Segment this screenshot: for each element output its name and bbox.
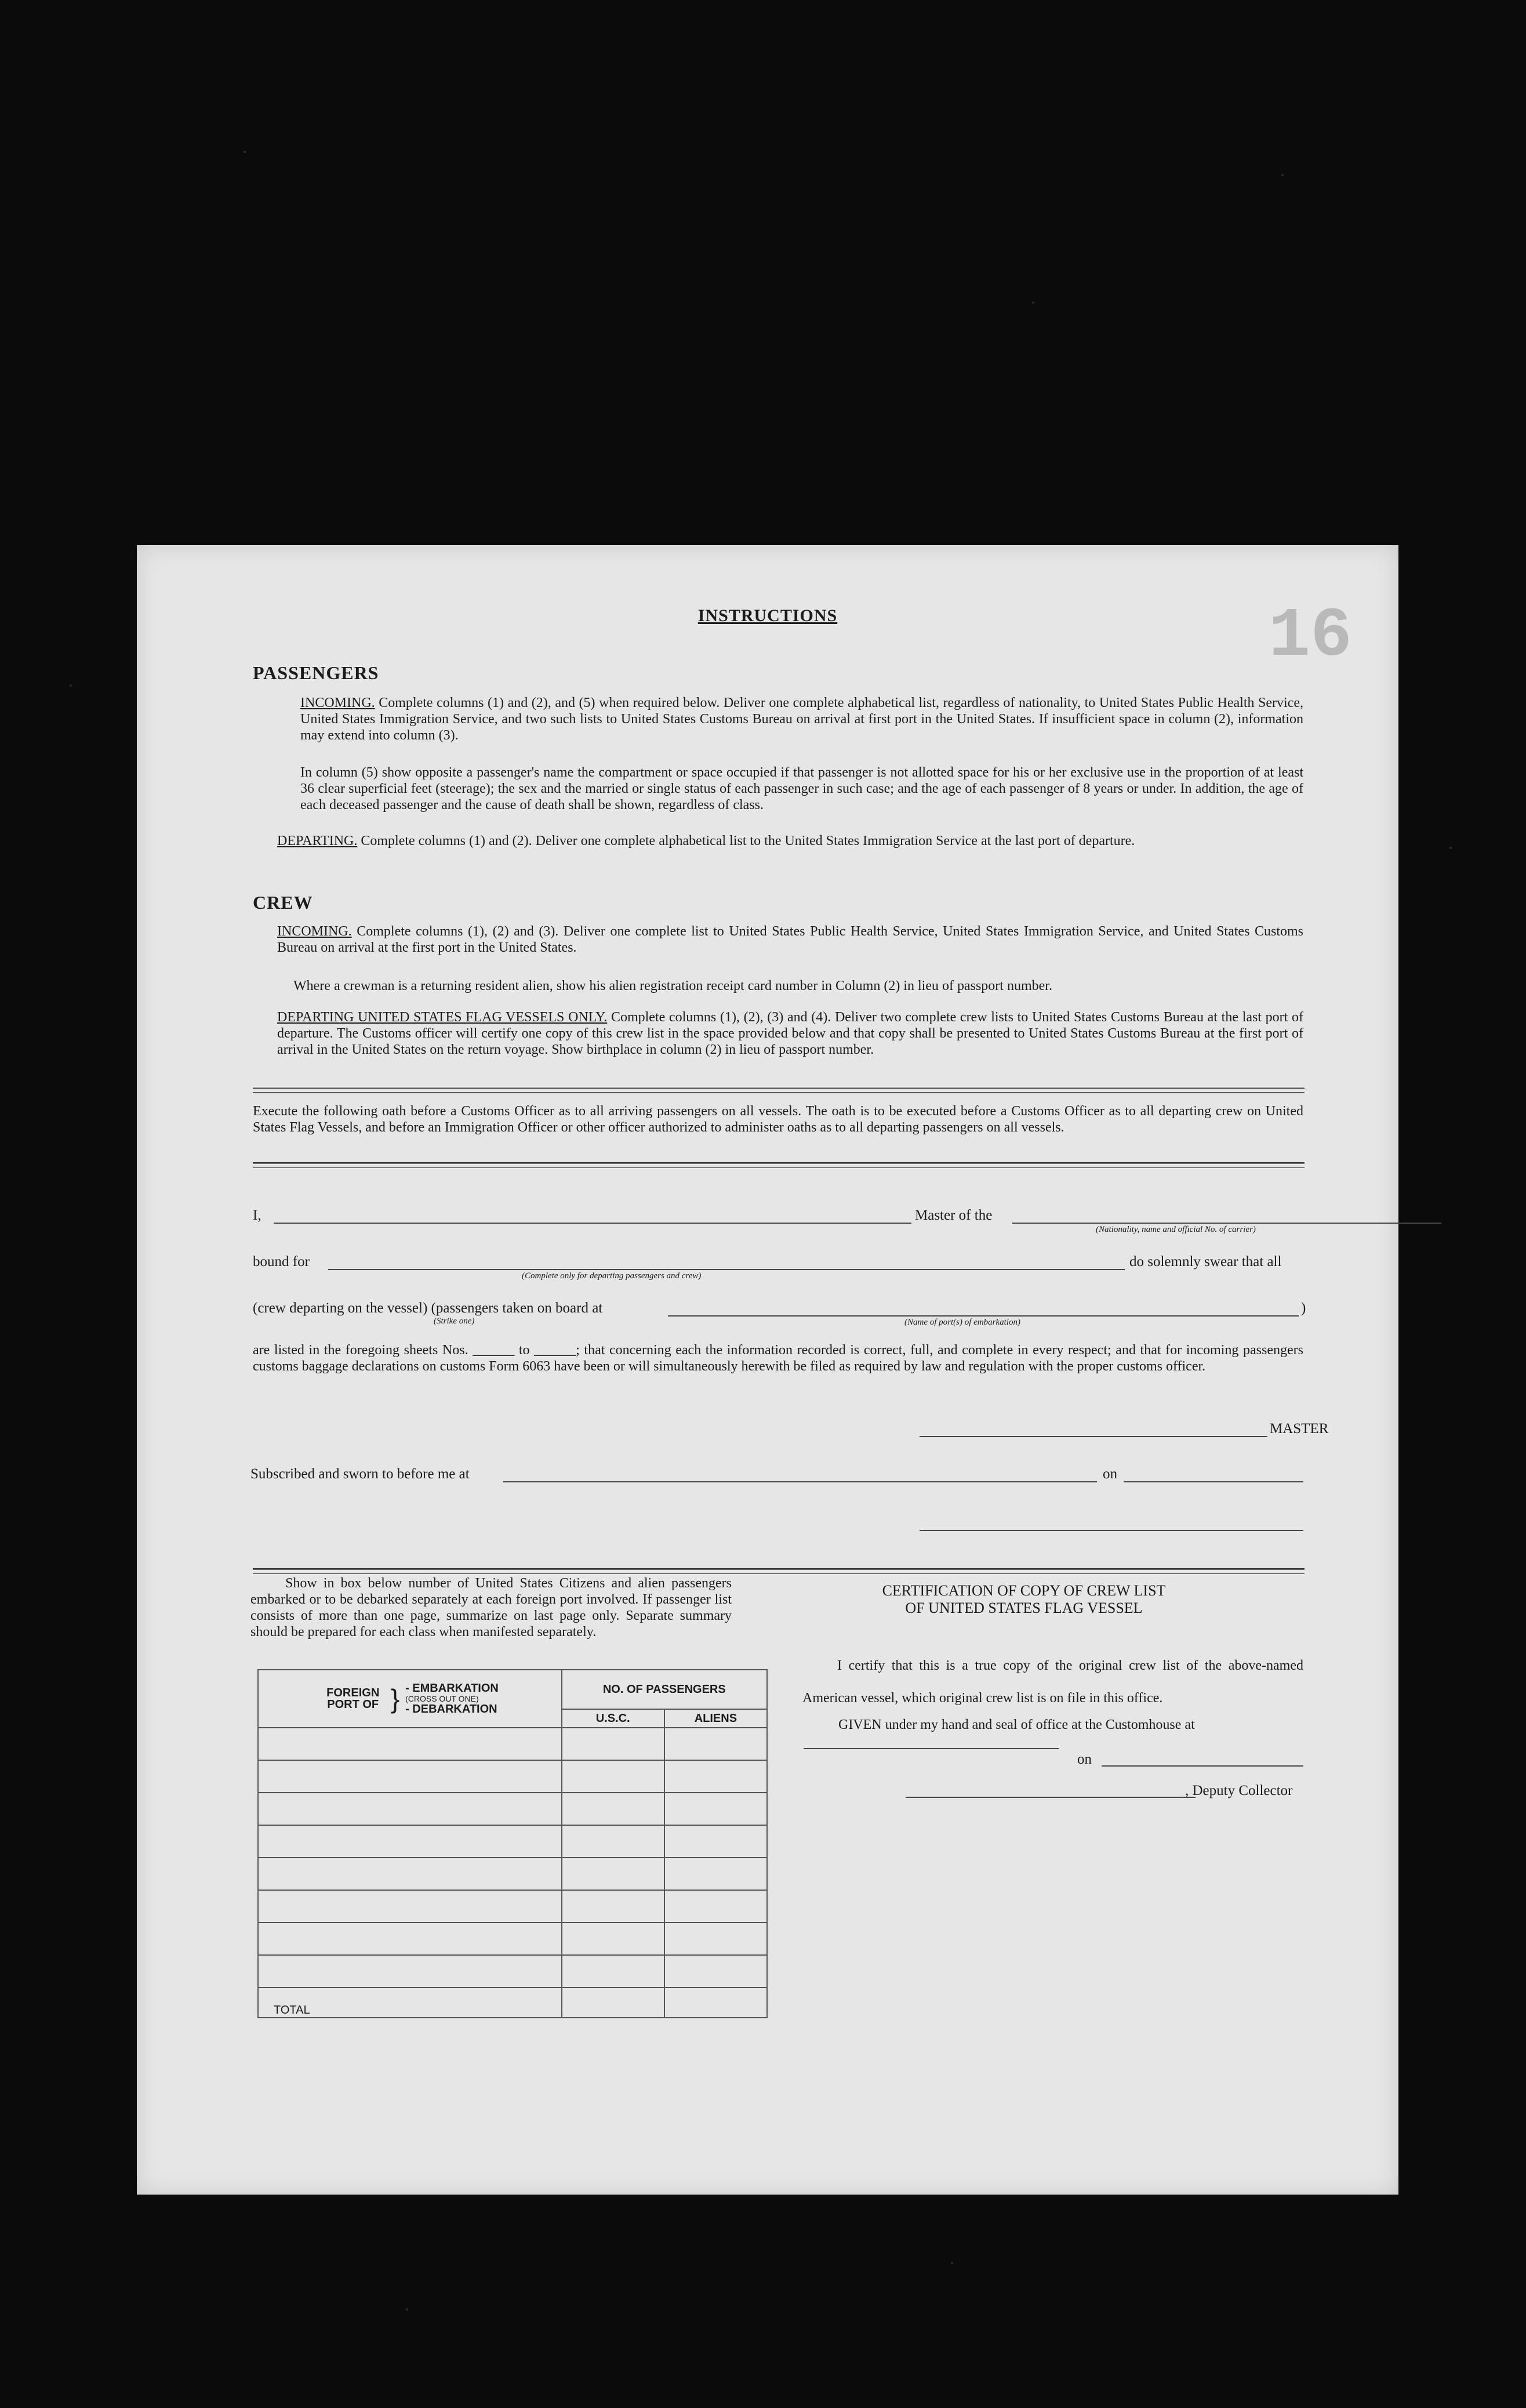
oath-execute-paragraph: Execute the following oath before a Customs Officer as to all arriving passengers on all vessels. The oath is to be executed before a Customs Officer as to all departing crew on United States Flag Vessels, and before an Immigration Officer or other officer authorized to administer oaths as to all departing passengers on all vessels.: [253, 1104, 1303, 1135]
passenger-summary-table: [257, 1669, 768, 2018]
passengers-incoming-paragraph: [300, 695, 1303, 744]
master-signature-label: MASTER: [1270, 1421, 1329, 1437]
aliens-cell[interactable]: [664, 1728, 767, 1760]
aliens-cell[interactable]: [664, 1858, 767, 1890]
usc-cell[interactable]: [562, 1955, 664, 1988]
port-cell[interactable]: [258, 1923, 562, 1955]
crew-heading: CREW: [253, 892, 313, 913]
debarkation-option[interactable]: - DEBARKATION: [405, 1703, 497, 1716]
nationality-caption: (Nationality, name and official No. of carrier): [1096, 1225, 1256, 1234]
crew-departing-text: Complete columns (1), (2), (3) and (4). Deliver two complete crew lists to United States Customs Bureau at the last port of departure. The Customs officer will certify one copy of this crew list in the space provided below and that copy shall be presented to United States Customs Bureau at the first port of arrival in the United States on the return voyage. Show birthplace in column (2) in lieu of passport number.: [277, 1010, 1303, 1057]
certification-on-label: on: [1077, 1751, 1092, 1767]
crew-departing-oath-label: (crew departing on the vessel) (passengers taken on board at: [253, 1300, 603, 1316]
subscribed-place-field[interactable]: [503, 1481, 1097, 1482]
port-cell[interactable]: [258, 1858, 562, 1890]
aliens-cell[interactable]: [664, 1825, 767, 1858]
port-header-cell: [258, 1670, 562, 1728]
total-label: TOTAL: [274, 2004, 310, 2017]
passengers-heading: PASSENGERS: [253, 662, 379, 683]
embarkation-ports-field[interactable]: [668, 1315, 1299, 1317]
usc-cell[interactable]: [562, 1923, 664, 1955]
usc-cell[interactable]: [562, 1858, 664, 1890]
crew-incoming-text: Complete columns (1), (2) and (3). Deliver one complete list to United States Public Health Service, United States Immigration Service, and United States Customs Bureau on arrival at the first port in the United States.: [277, 924, 1303, 955]
usc-cell[interactable]: [562, 1728, 664, 1760]
certification-date-field[interactable]: [1102, 1765, 1303, 1767]
divider-rule: [253, 1568, 1305, 1574]
port-cell[interactable]: [258, 1793, 562, 1825]
certification-title-line2: OF UNITED STATES FLAG VESSEL: [905, 1600, 1143, 1616]
deputy-signature-field[interactable]: [906, 1797, 1196, 1798]
aliens-cell[interactable]: [664, 1955, 767, 1988]
strike-caption: (Strike one): [434, 1317, 475, 1326]
aliens-cell[interactable]: [664, 1760, 767, 1793]
close-paren: ): [1301, 1300, 1306, 1316]
usc-cell[interactable]: [562, 1890, 664, 1923]
document-sheet: [137, 545, 1398, 2195]
usc-header: U.S.C.: [562, 1709, 664, 1728]
instructions-title: INSTRUCTIONS: [697, 606, 838, 625]
certification-title: [786, 1582, 1262, 1617]
usc-total-cell[interactable]: [562, 1988, 664, 2018]
total-label-cell: [258, 1988, 562, 2018]
master-name-field[interactable]: [274, 1223, 911, 1224]
passengers-departing-text: Complete columns (1) and (2). Deliver one complete alphabetical list to the United States Immigration Service at the last port of departure.: [361, 833, 1135, 848]
port-cell[interactable]: [258, 1955, 562, 1988]
usc-cell[interactable]: [562, 1760, 664, 1793]
no-passengers-header: NO. OF PASSENGERS: [562, 1670, 767, 1709]
passengers-departing-paragraph: [277, 833, 1303, 849]
complete-only-caption: (Complete only for departing passengers and crew): [522, 1271, 702, 1281]
summary-paragraph: Show in box below number of United States Citizens and alien passengers embarked or to be debarked separately at each foreign port involved. If passenger list consists of more than one page, summarize on last page only. Separate summary should be prepared for each class when manifested separately.: [250, 1576, 732, 1640]
subscribed-on-label: on: [1103, 1466, 1117, 1482]
usc-cell[interactable]: [562, 1793, 664, 1825]
oath-i-label: I,: [253, 1207, 261, 1223]
certify-paragraph: I certify that this is a true copy of the original crew list of the above-named American vessel, which original crew list is on file in this office.: [802, 1658, 1303, 1706]
port-cell[interactable]: [258, 1825, 562, 1858]
crew-departing-label: DEPARTING UNITED STATES FLAG VESSELS ONLY.: [277, 1010, 608, 1025]
master-of-label: Master of the: [915, 1207, 993, 1223]
divider-rule: [253, 1087, 1305, 1093]
crew-resident-paragraph: Where a crewman is a returning resident alien, show his alien registration receipt card number in Column (2) in lieu of passport number.: [293, 978, 1052, 993]
swear-label: do solemnly swear that all: [1129, 1254, 1282, 1270]
crew-departing-paragraph: [277, 1009, 1303, 1058]
embarkation-option[interactable]: - EMBARKATION: [405, 1682, 499, 1695]
usc-cell[interactable]: [562, 1825, 664, 1858]
passengers-incoming-text: Complete columns (1) and (2), and (5) when required below. Deliver one complete alphabetical list, regardless of nationality, to United States Public Health Service, United States Immigration Service, and two such lists to United States Customs Bureau on arrival at first port in the United States. If insufficient space in column (2), information may extend into column (3).: [300, 695, 1304, 743]
aliens-cell[interactable]: [664, 1923, 767, 1955]
aliens-cell[interactable]: [664, 1793, 767, 1825]
page-number: 16: [1268, 597, 1352, 676]
customhouse-field[interactable]: [804, 1748, 1059, 1749]
crew-incoming-label: INCOMING.: [277, 924, 352, 939]
certification-title-line1: CERTIFICATION OF COPY OF CREW LIST: [882, 1582, 1166, 1599]
crew-incoming-paragraph: [277, 923, 1303, 956]
port-cell[interactable]: [258, 1890, 562, 1923]
passengers-incoming-label: INCOMING.: [300, 695, 375, 710]
passengers-departing-label: DEPARTING.: [277, 833, 358, 848]
subscribed-label: Subscribed and sworn to before me at: [250, 1466, 470, 1482]
subscribed-date-field[interactable]: [1124, 1481, 1303, 1482]
cross-out-note: (CROSS OUT ONE): [405, 1694, 479, 1703]
bound-for-field[interactable]: [328, 1269, 1125, 1270]
given-paragraph: GIVEN under my hand and seal of office at the Customhouse at: [838, 1717, 1195, 1732]
brace-icon: }: [390, 1684, 400, 1714]
port-cell[interactable]: [258, 1728, 562, 1760]
passengers-column5-paragraph: In column (5) show opposite a passenger's name the compartment or space occupied if that passenger is not allotted space for his or her exclusive use in the proportion of at least 36 clear superficial feet (steerage); the sex and the married or single status of each passenger in such case; and the age of each passenger of 8 years or under. In addition, the age of each deceased passenger and the cause of death shall be shown, regardless of class.: [300, 765, 1303, 813]
divider-rule: [253, 1162, 1305, 1168]
carrier-field[interactable]: [1012, 1223, 1441, 1224]
aliens-total-cell[interactable]: [664, 1988, 767, 2018]
bound-for-label: bound for: [253, 1254, 310, 1270]
master-signature-field[interactable]: [920, 1436, 1267, 1437]
ports-caption: (Name of port(s) of embarkation): [904, 1318, 1020, 1327]
deputy-collector-label: , Deputy Collector: [1185, 1783, 1293, 1798]
officer-signature-field[interactable]: [920, 1530, 1303, 1531]
port-cell[interactable]: [258, 1760, 562, 1793]
aliens-header: ALIENS: [664, 1709, 767, 1728]
aliens-cell[interactable]: [664, 1890, 767, 1923]
listed-paragraph: are listed in the foregoing sheets Nos. ______ to ______; that concerning each the information recorded is correct, full, and complete in every respect; and that for incoming passengers customs baggage declarations on customs Form 6063 have been or will simultaneously herewith be filed as required by law and regulation with the proper customs officer.: [253, 1343, 1303, 1374]
foreign-port-header: FOREIGN PORT OF: [326, 1687, 380, 1711]
